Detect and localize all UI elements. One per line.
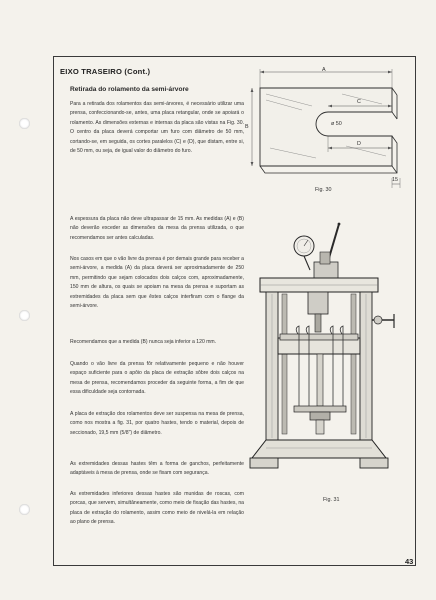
dimension-label-d: D <box>357 141 361 147</box>
thickness-label: 15 <box>392 177 398 183</box>
figure-30-drawing <box>242 62 408 192</box>
figure-30-caption: Fig. 30 <box>315 187 332 193</box>
binder-hole <box>19 504 30 515</box>
binder-hole <box>19 118 30 129</box>
dimension-label-a: A <box>322 67 326 73</box>
figure-31-caption: Fig. 31 <box>323 497 340 503</box>
paragraph: Nos casos em que o vão livre da prensa é por demais grande para receber a semi-árvore, a medida (A) da placa deverá ser aproximadamente de 250 mm, permitindo que sejam colocados dois calços com, aproximadamente, 150 mm de altura, os quais se apoiam na mesa da prensa e suportam as extremidades da placa sem que êstes calços interfiram com o flange da semi-árvore. <box>70 256 244 310</box>
paragraph: Para a retirada dos rolamentos das semi-árvores, é necessário utilizar uma prensa, confeccionando-se, antes, uma placa retangular, onde se apoiará o rolamento. As dimensões externas e internas da placa são vistas na Fig. 30. O centro da placa deverá comportar um furo com diâmetro de 50 mm, cortando-se, em seguida, os cortes paralelos (C) e (D), que distam, entre si, de 50 mm, ou seja, de igual valor do diâmetro do furo. <box>70 101 244 155</box>
paragraph: Quando o vão livre da prensa fôr relativamente pequeno e não houver espaço suficiente para o apôio da placa de extração sôbre dois calços na mesa de prensa, recomendamos proceder da seguinte forma, a fim de que essa dificuldade seja contornada. <box>70 361 244 396</box>
subtitle: Retirada do rolamento da semi-árvore <box>70 86 189 93</box>
page-number: 43 <box>405 557 414 566</box>
paragraph: A espessura da placa não deve ultrapassar de 15 mm. As medidas (A) e (B) não deverão exceder as dimensões da mesa da prensa utilizada, o que recomendamos ser antes calculadas. <box>70 216 244 241</box>
section-title: EIXO TRASEIRO (Cont.) <box>60 67 151 76</box>
figure-31-drawing <box>246 222 406 484</box>
paragraph: As extremidades dessas hastes têm a forma de ganchos, perfeitamente adaptáveis à mesa de prensa, onde se fixam com segurança. <box>70 461 244 477</box>
paragraph: As extremidades inferiores dessas hastes são munidas de roscas, com porcas, que servem, simultâneamente, como meio de fixação das hastes, na placa de extração do rolamento, assim como meio de nivelá-la em relação ao plano de prensa. <box>70 491 244 526</box>
binder-hole <box>19 310 30 321</box>
paragraph: Recomendamos que a medida (B) nunca seja inferior a 120 mm. <box>70 339 217 345</box>
paragraph: A placa de extração dos rolamentos deve ser suspensa na mesa de prensa, como nos mostra a fig. 31, por quatro hastes, tendo o material, depois de seccionado, 19,5 mm (5/8") de diâmetro. <box>70 411 244 436</box>
diameter-label: ø 50 <box>331 121 342 127</box>
dimension-label-b: B <box>245 124 249 130</box>
dimension-label-c: C <box>357 99 361 105</box>
